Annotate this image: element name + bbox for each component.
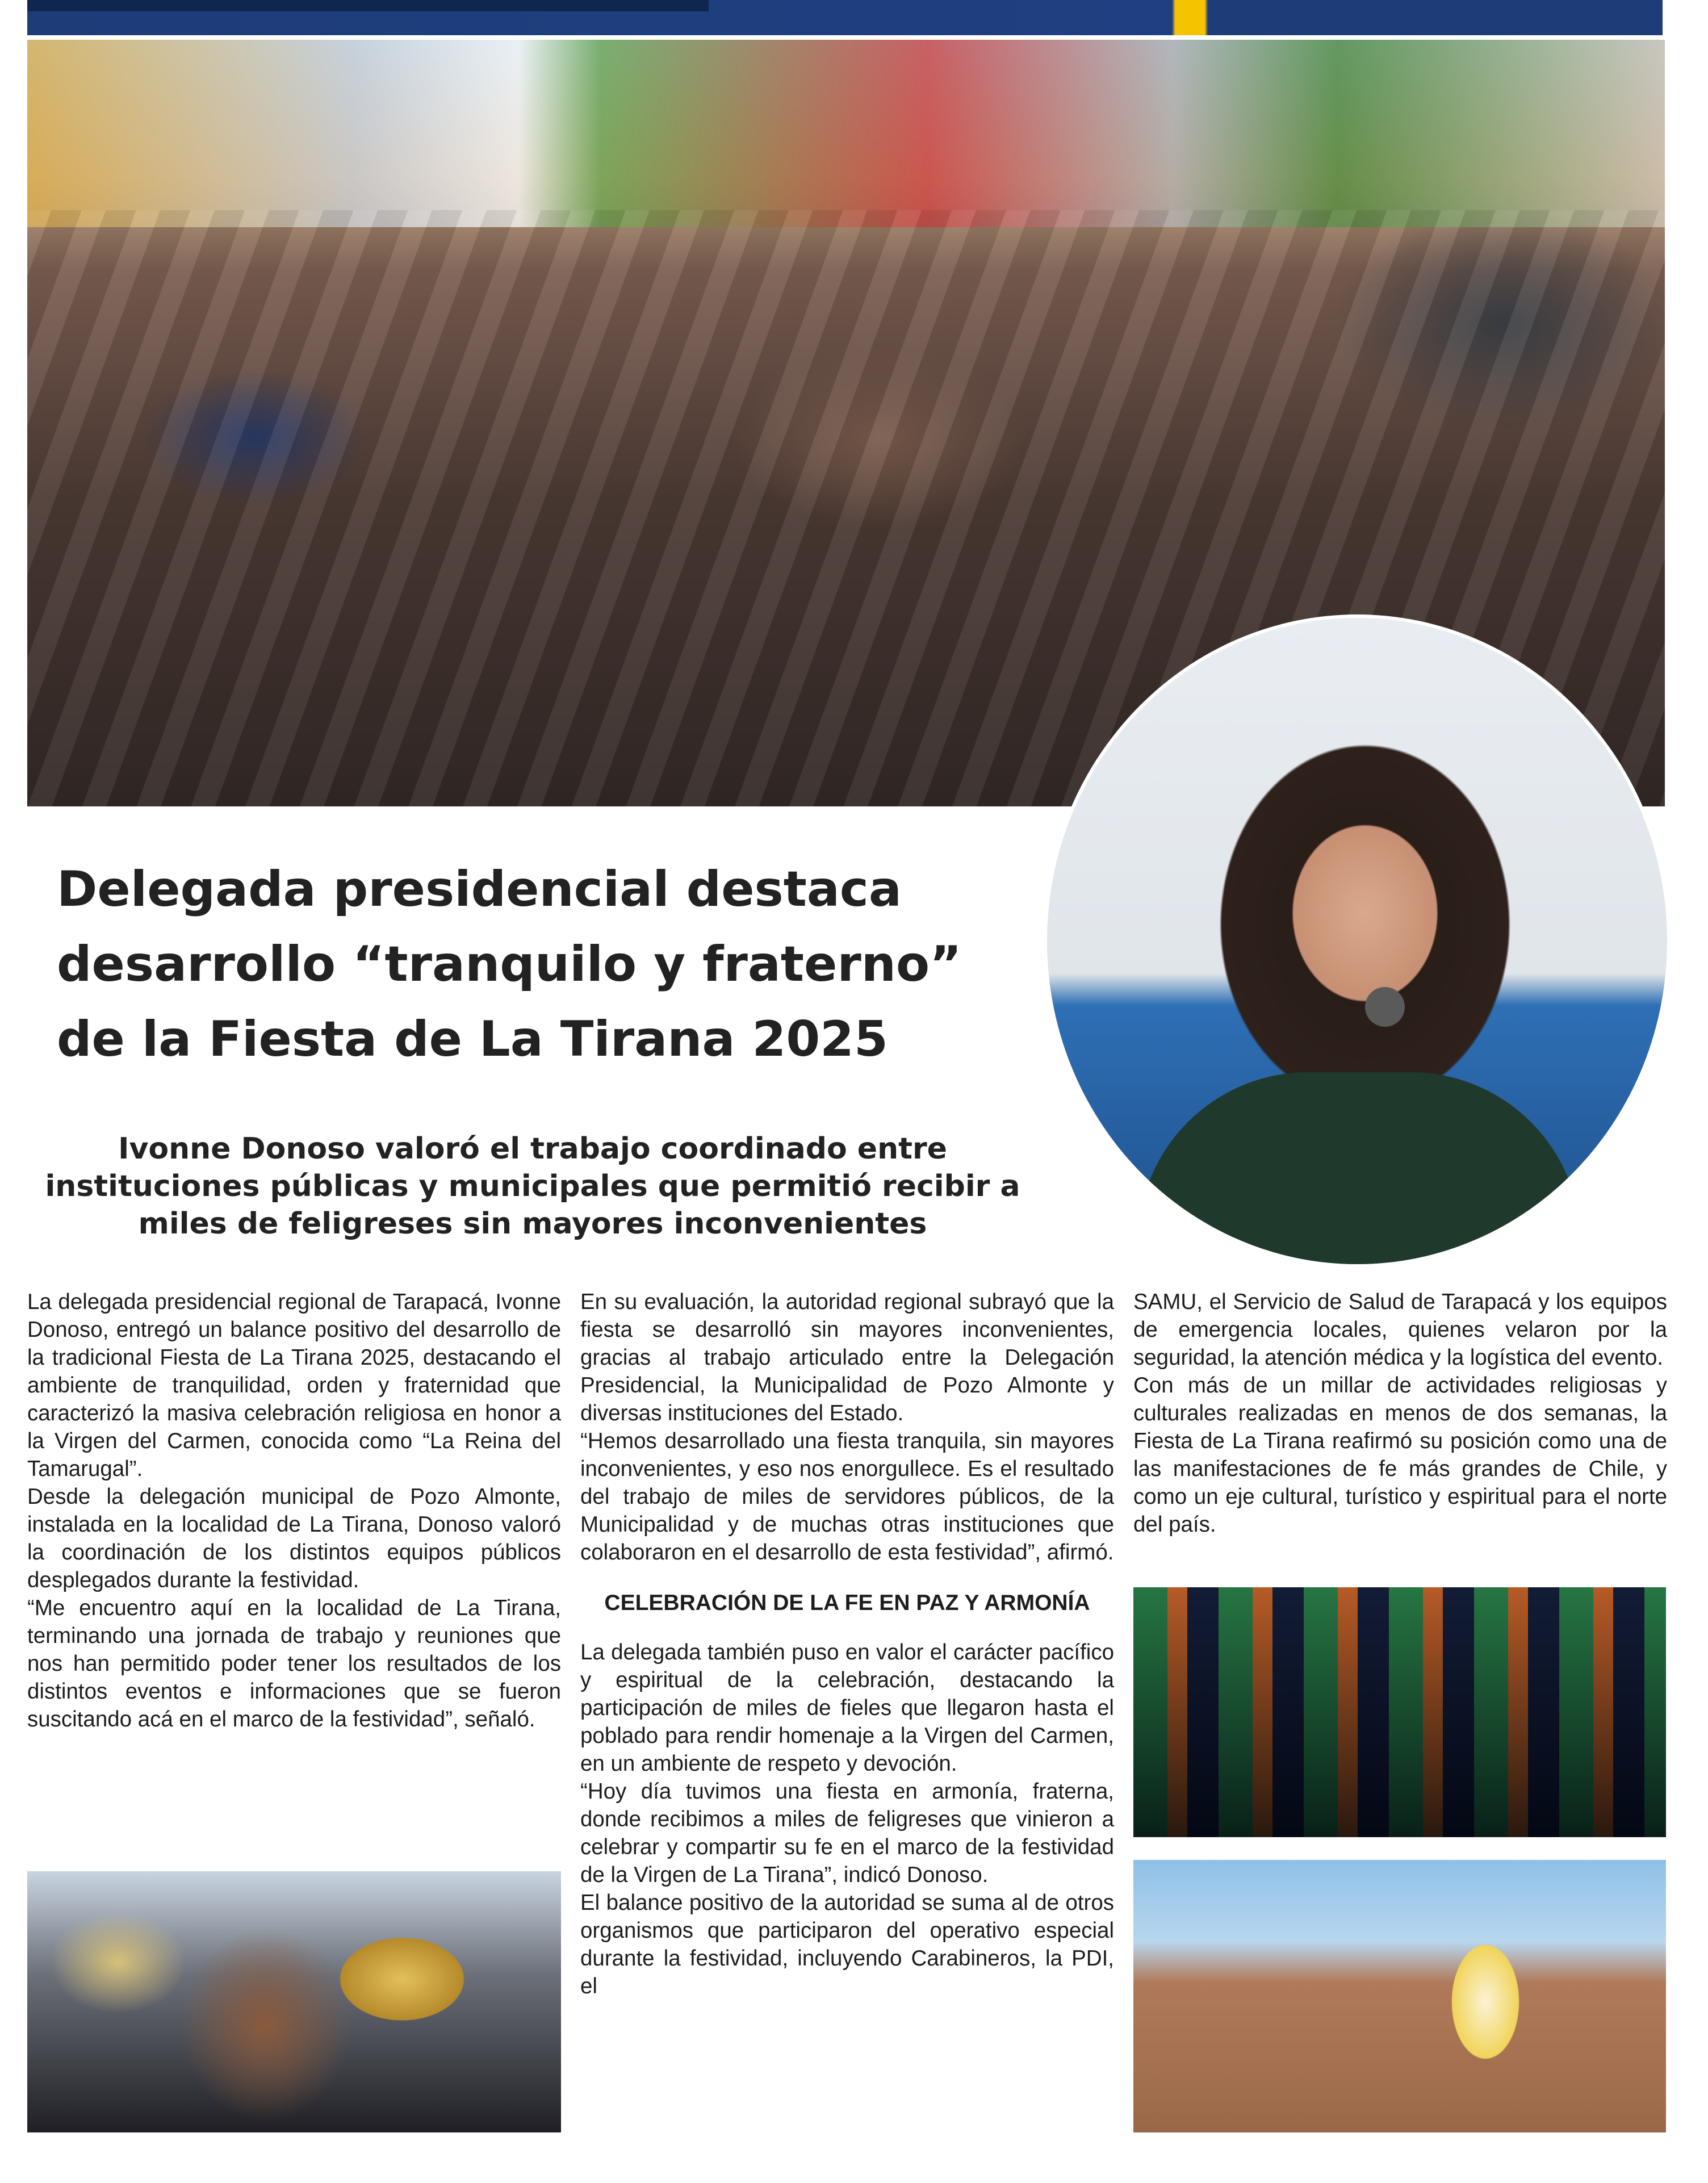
- paragraph: SAMU, el Servicio de Salud de Tarapacá y los equipos de emergencia locales, quienes velaron por la seguridad, la atención médica y la logística del evento.: [1133, 1290, 1667, 1370]
- paragraph: Desde la delegación municipal de Pozo Almonte, instalada en la localidad de La Tirana, Donoso valoró la coordinación de los distintos equipos públicos desplegados durante la festividad.: [27, 1484, 561, 1592]
- photo-virgin-procession: [1133, 1860, 1666, 2132]
- portrait-photo: [1044, 614, 1671, 1268]
- article-column-2: [580, 1288, 1114, 2000]
- article-column-3: [1133, 1288, 1667, 1538]
- photo-dancers: [1133, 1587, 1666, 1837]
- paragraph: El balance positivo de la autoridad se suma al de otros organismos que participaron del operativo especial durante la festividad, incluyendo Carabineros, la PDI, el: [580, 1891, 1114, 1998]
- header-bar-line: [27, 0, 709, 11]
- article-headline: Delegada presidencial destaca desarrollo “tranquilo y fraterno” de la Fiesta de La Tirana 2025: [57, 861, 962, 1068]
- section-title: CELEBRACIÓN DE LA FE EN PAZ Y ARMONÍA: [604, 1591, 1090, 1615]
- paragraph: “Hemos desarrollado una fiesta tranquila, sin mayores inconvenientes, y eso nos enorgullece. Es el resultado del trabajo de miles de servidores públicos, de la Municipalidad y de muchas otras instituciones que colaboraron en el desarrollo de esta festividad”, afirmó.: [580, 1429, 1114, 1565]
- paragraph: La delegada presidencial regional de Tarapacá, Ivonne Donoso, entregó un balance positivo del desarrollo de la tradicional Fiesta de La Tirana 2025, destacando el ambiente de tranquilidad, orden y fraternidad que caracterizó la masiva celebración religiosa en honor a la Virgen del Carmen, conocida como “La Reina del Tamarugal”.: [27, 1290, 561, 1481]
- article-subheadline: Ivonne Donoso valoró el trabajo coordinado entre instituciones públicas y municipales que permitió recibir a miles de feligreses sin mayores inconvenientes: [45, 1132, 1020, 1241]
- portrait-microphone: [1365, 987, 1405, 1027]
- paragraph: La delegada también puso en valor el carácter pacífico y espiritual de la celebración, destacando la participación de miles de fieles que llegaron hasta el poblado para rendir homenaje a la Virgen del Carmen, en un ambiente de respeto y devoción.: [580, 1640, 1114, 1776]
- paragraph: “Hoy día tuvimos una fiesta en armonía, fraterna, donde recibimos a miles de feligreses que vinieron a celebrar y compartir su fe en el marco de la festividad de la Virgen de La Tirana”, indicó Donoso.: [580, 1779, 1114, 1887]
- photo-brass-band: [27, 1871, 561, 2132]
- paragraph: En su evaluación, la autoridad regional subrayó que la fiesta se desarrolló sin mayores inconvenientes, gracias al trabajo articulado entre la Delegación Presidencial, la Municipalidad de Pozo Almonte y diversas instituciones del Estado.: [580, 1290, 1114, 1425]
- portrait-shirt: [1138, 1072, 1581, 1268]
- paragraph: “Me encuentro aquí en la localidad de La Tirana, terminando una jornada de trabajo y reuniones que nos han permitido poder tener los resultados de los distintos eventos e informaciones que se fueron suscitando acá en el marco de la festividad”, señaló.: [27, 1596, 561, 1732]
- paragraph: Con más de un millar de actividades religiosas y culturales realizadas en menos de dos semanas, la Fiesta de La Tirana reafirmó su posición como una de las manifestaciones de fe más grandes de Chile, y como un eje cultural, turístico y espiritual para el norte del país.: [1133, 1373, 1667, 1537]
- article-column-1: [27, 1288, 561, 1733]
- photo-background-buildings: [27, 40, 1665, 227]
